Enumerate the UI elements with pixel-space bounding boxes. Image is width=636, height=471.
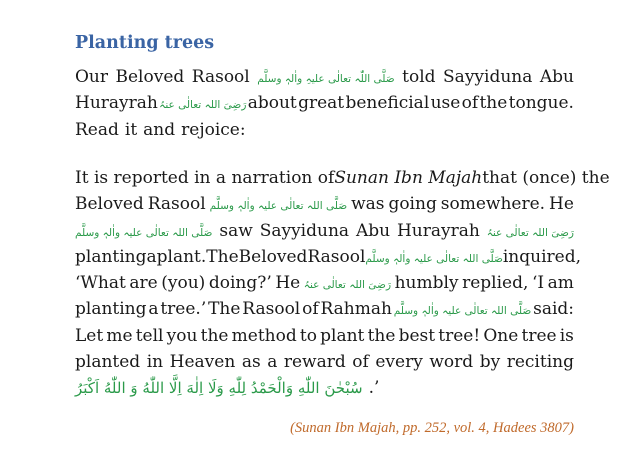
word: Heaven xyxy=(169,352,236,373)
text-line xyxy=(75,165,610,191)
word: tongue. xyxy=(508,93,574,114)
text-segment: that (once) the xyxy=(482,168,610,188)
word: is xyxy=(559,325,574,346)
word: Read xyxy=(75,119,119,140)
word: plant. xyxy=(156,246,207,267)
word: of xyxy=(461,93,479,114)
word: the xyxy=(367,325,396,346)
radiyallah-arabic: رَضِیَ اللہ تعالٰی عنہُ xyxy=(486,226,574,239)
word: Rasool xyxy=(191,67,250,87)
salawat-arabic: صَلَّی اللہ تعالٰی علیہ واٰلہٖ وسلَّم xyxy=(209,200,348,213)
word: doing?’ xyxy=(208,273,272,294)
text-segment: It is reported in a narration of xyxy=(75,168,335,188)
text-line xyxy=(75,244,581,270)
word: Abu xyxy=(355,220,391,241)
section-heading: Planting trees xyxy=(75,33,215,53)
closing-quote: .’ xyxy=(368,378,380,399)
word: ‘What xyxy=(75,273,126,294)
word: of xyxy=(302,299,319,320)
word: great xyxy=(298,93,345,114)
salawat-arabic: صَلَّی اللّٰہ تعالٰی علیہِ واٰلہٖ وسلَّم xyxy=(257,73,395,85)
word: as xyxy=(241,352,261,373)
word: Beloved xyxy=(75,194,144,215)
word: Rasool xyxy=(242,299,301,320)
text-line xyxy=(75,375,574,401)
salawat-arabic: صَلَّی اللہ تعالٰی علیہ واٰلہٖ وسلَّم xyxy=(365,252,503,265)
word: to xyxy=(299,325,317,346)
word: One xyxy=(483,325,519,346)
word: somewhere. xyxy=(440,194,546,215)
word: Sayyiduna xyxy=(443,67,533,87)
word: it xyxy=(124,119,138,140)
word: use xyxy=(430,93,461,114)
salawat-arabic: صَلَّی اللہ تعالٰی علیہ واٰلہٖ وسلَّم xyxy=(393,305,532,318)
word: plant xyxy=(320,325,365,346)
intro-paragraph xyxy=(75,64,574,143)
word: by xyxy=(479,352,501,373)
word: Our xyxy=(75,67,109,87)
word: Beloved xyxy=(238,246,308,267)
text-line xyxy=(75,349,574,375)
word: told xyxy=(402,67,436,87)
word: word xyxy=(429,352,474,373)
word: The xyxy=(206,246,239,267)
word: Sayyiduna xyxy=(259,220,350,241)
word: humbly xyxy=(394,273,459,294)
word: was xyxy=(351,194,385,215)
word: going xyxy=(388,194,437,215)
text-line xyxy=(75,117,574,143)
word: ‘I xyxy=(531,273,545,294)
dua-arabic: سُبْحٰنَ اللّٰهِ وَالْحَمْدُ لِلّٰهِ وَلَا اِلٰهَ اِلَّا اللّٰهُ وَ اللّٰهُ اَكْبَرُ xyxy=(75,379,363,398)
word: am xyxy=(547,273,574,294)
word: inquired, xyxy=(502,246,581,267)
word: rejoice: xyxy=(181,119,246,140)
word: Rasool xyxy=(147,194,206,215)
word: planted xyxy=(75,352,141,373)
word: said: xyxy=(533,299,574,320)
narration-paragraph xyxy=(75,165,610,402)
word: beneficial xyxy=(345,93,430,114)
word: of xyxy=(352,352,369,373)
word: reciting xyxy=(506,352,574,373)
word: Beloved xyxy=(115,67,185,87)
text-line xyxy=(75,64,574,90)
source-book-title: Sunan Ibn Majah xyxy=(334,168,483,188)
word: me xyxy=(106,325,133,346)
word: the xyxy=(479,93,508,114)
text-line xyxy=(75,270,574,296)
word: Abu xyxy=(539,67,574,87)
word: you xyxy=(166,325,198,346)
word: Rahmah xyxy=(320,299,392,320)
word: Let xyxy=(75,325,104,346)
text-line xyxy=(75,191,574,217)
word: tell xyxy=(135,325,164,346)
word: tree! xyxy=(438,325,481,346)
word: best xyxy=(398,325,436,346)
text-line xyxy=(75,323,574,349)
word: Hurayrah xyxy=(396,220,480,241)
text-line xyxy=(75,218,574,244)
word: He xyxy=(275,273,301,294)
radiyallah-arabic: رَضِیَ اللہ تعالٰی عنہُ xyxy=(303,279,392,292)
word: in xyxy=(146,352,164,373)
text-line xyxy=(75,90,574,116)
word: and xyxy=(143,119,176,140)
word: the xyxy=(200,325,229,346)
word: about xyxy=(247,93,297,114)
word: Rasool xyxy=(307,246,366,267)
word: The xyxy=(208,299,241,320)
word: replied, xyxy=(462,273,529,294)
word: method xyxy=(231,325,297,346)
word: tree.’ xyxy=(160,299,207,320)
hadith-reference: (Sunan Ibn Majah, pp. 252, vol. 4, Hadees 3807) xyxy=(290,420,574,436)
word: (you) xyxy=(161,273,206,294)
word: planting xyxy=(75,299,147,320)
word: a xyxy=(148,299,159,320)
word: saw xyxy=(219,220,253,241)
word: a xyxy=(146,246,157,267)
word: a xyxy=(267,352,278,373)
word: He xyxy=(549,194,574,215)
salawat-arabic: صَلَّی اللہ تعالٰی علیہ واٰلہٖ وسلَّم xyxy=(75,226,213,239)
word: every xyxy=(375,352,423,373)
text-line xyxy=(75,296,574,322)
word: Hurayrah xyxy=(75,93,158,114)
word: planting xyxy=(75,246,147,267)
word: reward xyxy=(283,352,346,373)
word: are xyxy=(129,273,158,294)
radiyallah-arabic: رَضِیَ اللہ تعالٰی عنہُ xyxy=(159,99,247,112)
word: tree xyxy=(521,325,557,346)
